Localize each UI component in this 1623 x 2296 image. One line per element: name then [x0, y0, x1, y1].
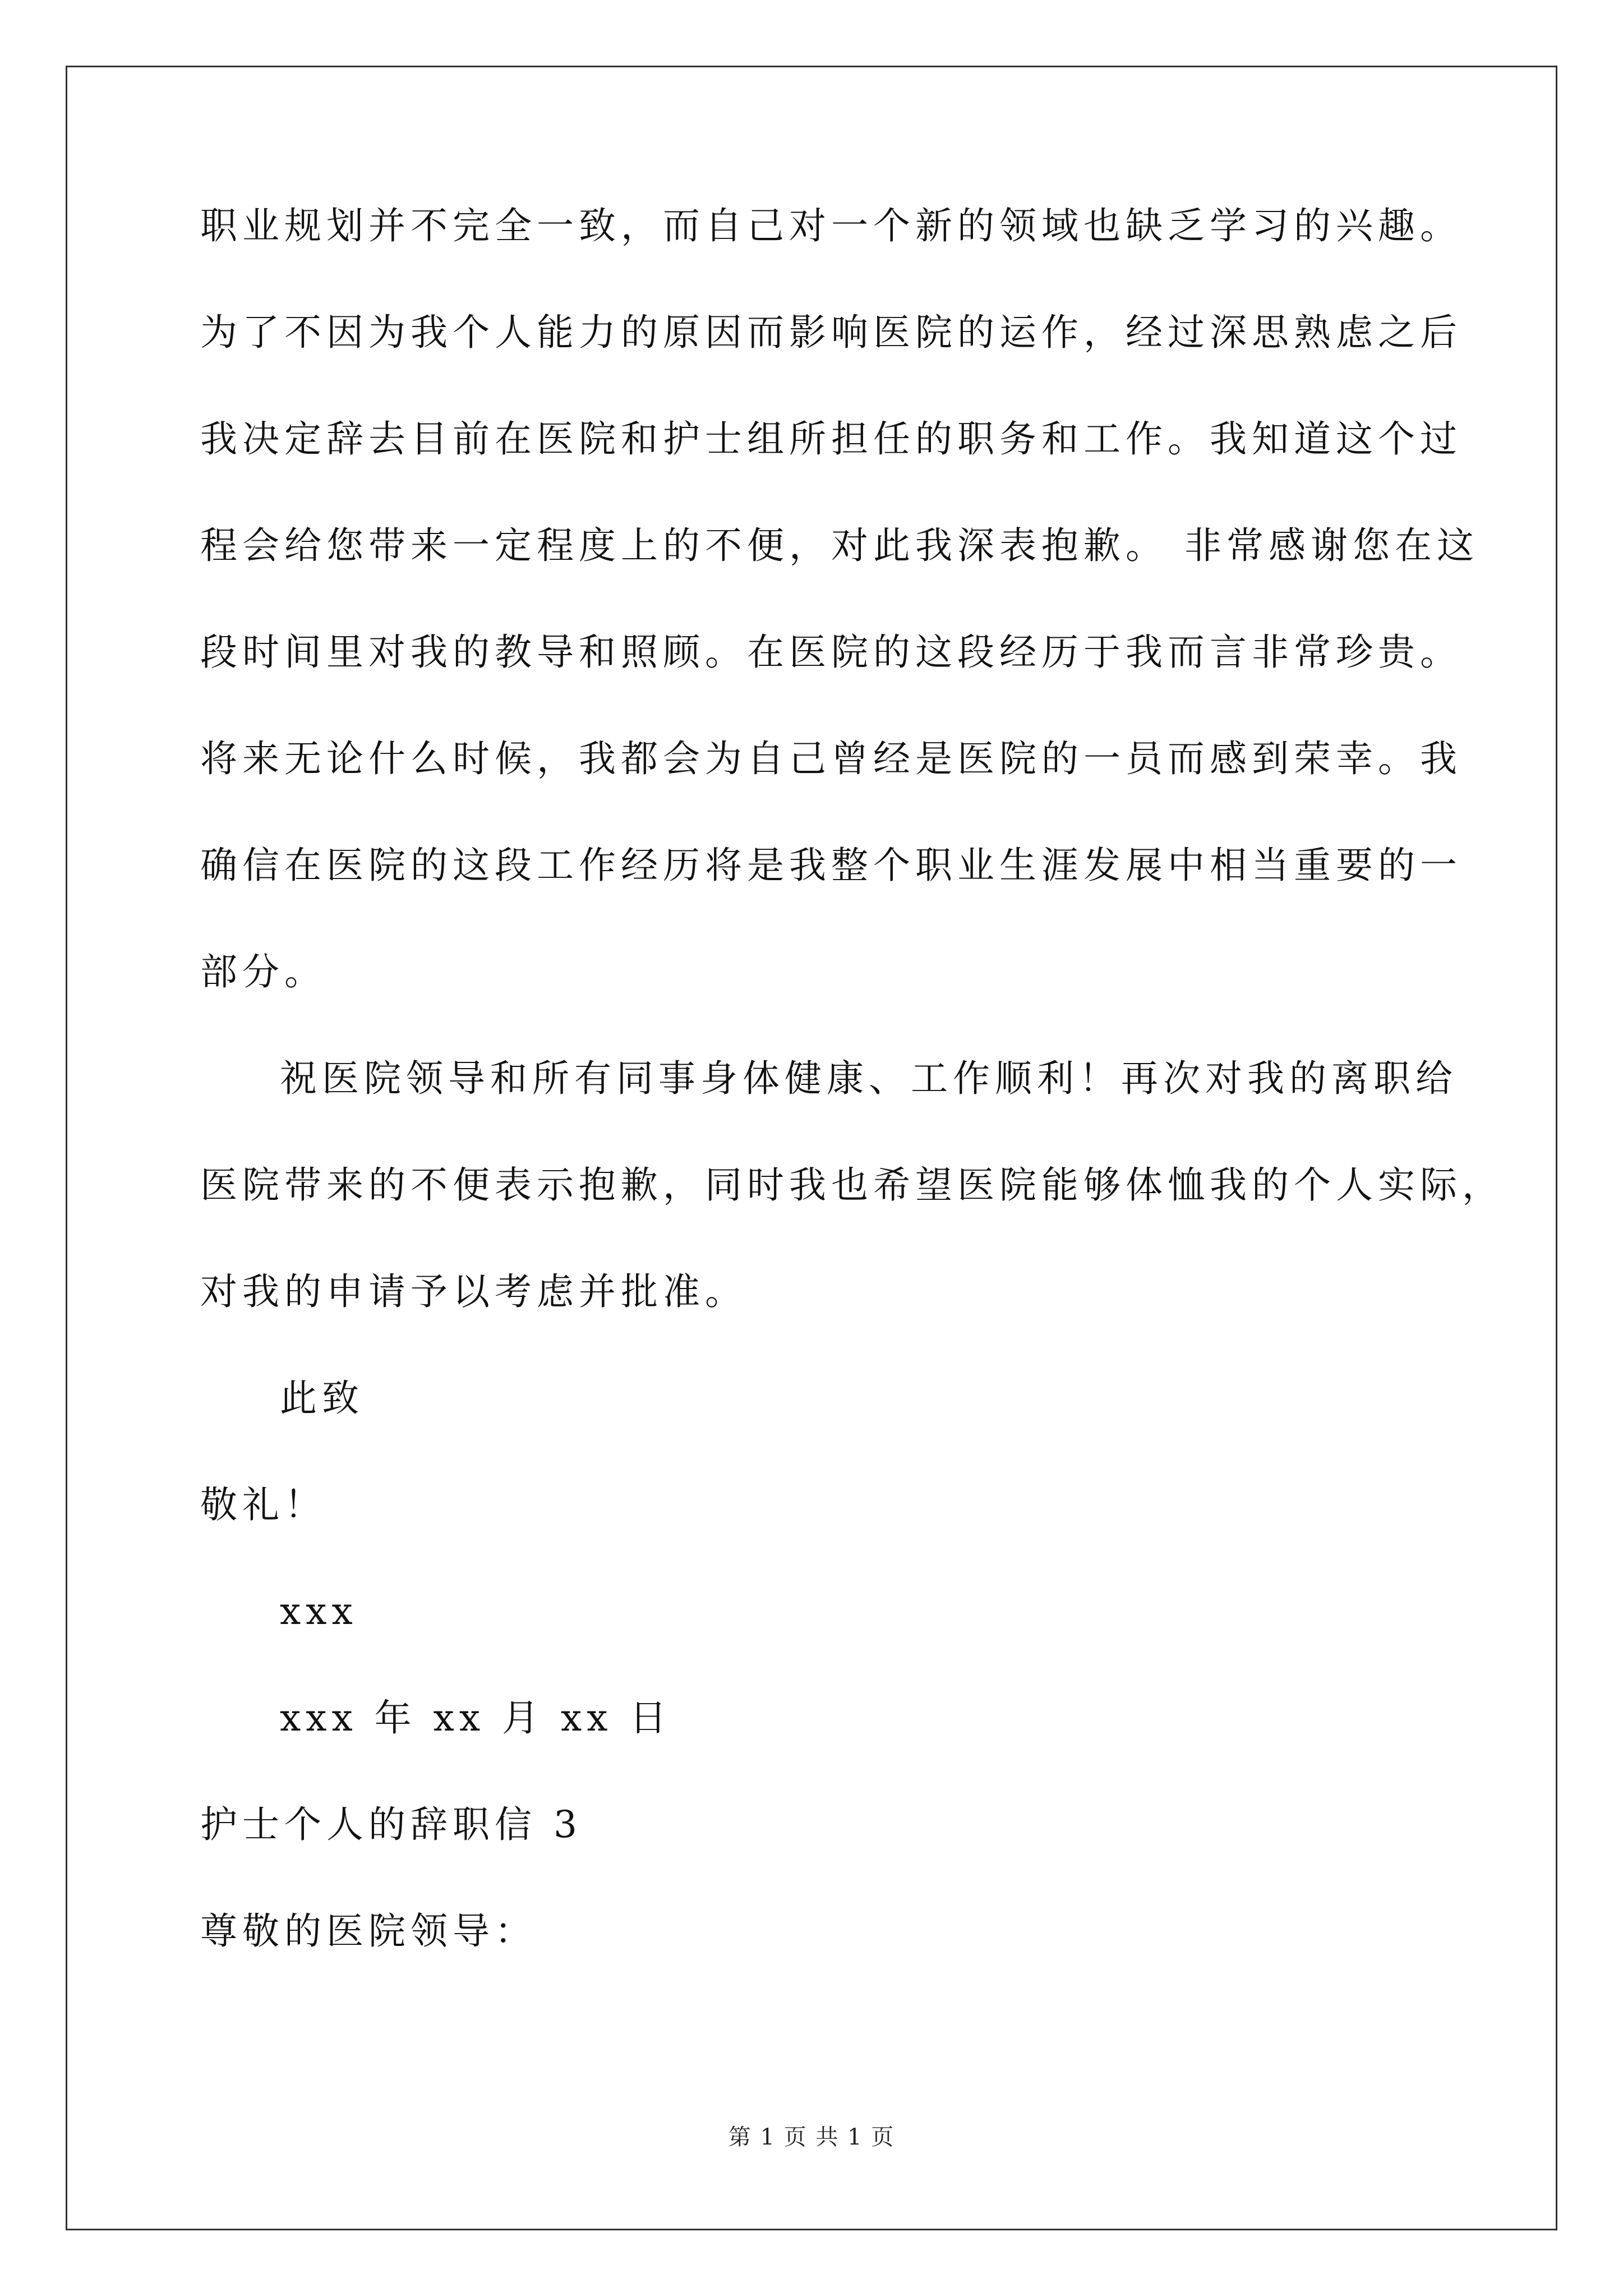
section-heading: 护士个人的辞职信 3	[200, 1803, 582, 1846]
closing-salutation: 此致	[280, 1377, 364, 1420]
body-line: 部分。	[200, 950, 326, 993]
body-line: 职业规划并不完全一致，而自己对一个新的领域也缺乏学习的兴趣。	[200, 204, 1462, 247]
body-line: 对我的申请予以考虑并批准。	[200, 1270, 747, 1313]
body-line: 程会给您带来一定程度上的不便，对此我深表抱歉。 非常感谢您在这	[200, 524, 1479, 567]
body-line: 祝医院领导和所有同事身体健康、工作顺利！再次对我的离职给	[280, 1057, 1458, 1100]
signature-date: xxx 年 xx 月 xx 日	[280, 1696, 672, 1740]
page-footer: 第 1 页 共 1 页	[728, 2124, 895, 2150]
body-line: 段时间里对我的教导和照顾。在医院的这段经历于我而言非常珍贵。	[200, 631, 1462, 674]
body-line: 确信在医院的这段工作经历将是我整个职业生涯发展中相当重要的一	[200, 844, 1462, 887]
signature-name: xxx	[280, 1590, 358, 1633]
closing-regards: 敬礼！	[200, 1483, 326, 1526]
body-line: 我决定辞去目前在医院和护士组所担任的职务和工作。我知道这个过	[200, 417, 1462, 461]
body-line: 将来无论什么时候，我都会为自己曾经是医院的一员而感到荣幸。我	[200, 737, 1462, 780]
body-line: 为了不因为我个人能力的原因而影响医院的运作，经过深思熟虑之后	[200, 311, 1462, 354]
greeting-line: 尊敬的医院领导：	[200, 1910, 537, 1953]
page-border	[66, 66, 1557, 2230]
body-line: 医院带来的不便表示抱歉，同时我也希望医院能够体恤我的个人实际，	[200, 1163, 1504, 1207]
